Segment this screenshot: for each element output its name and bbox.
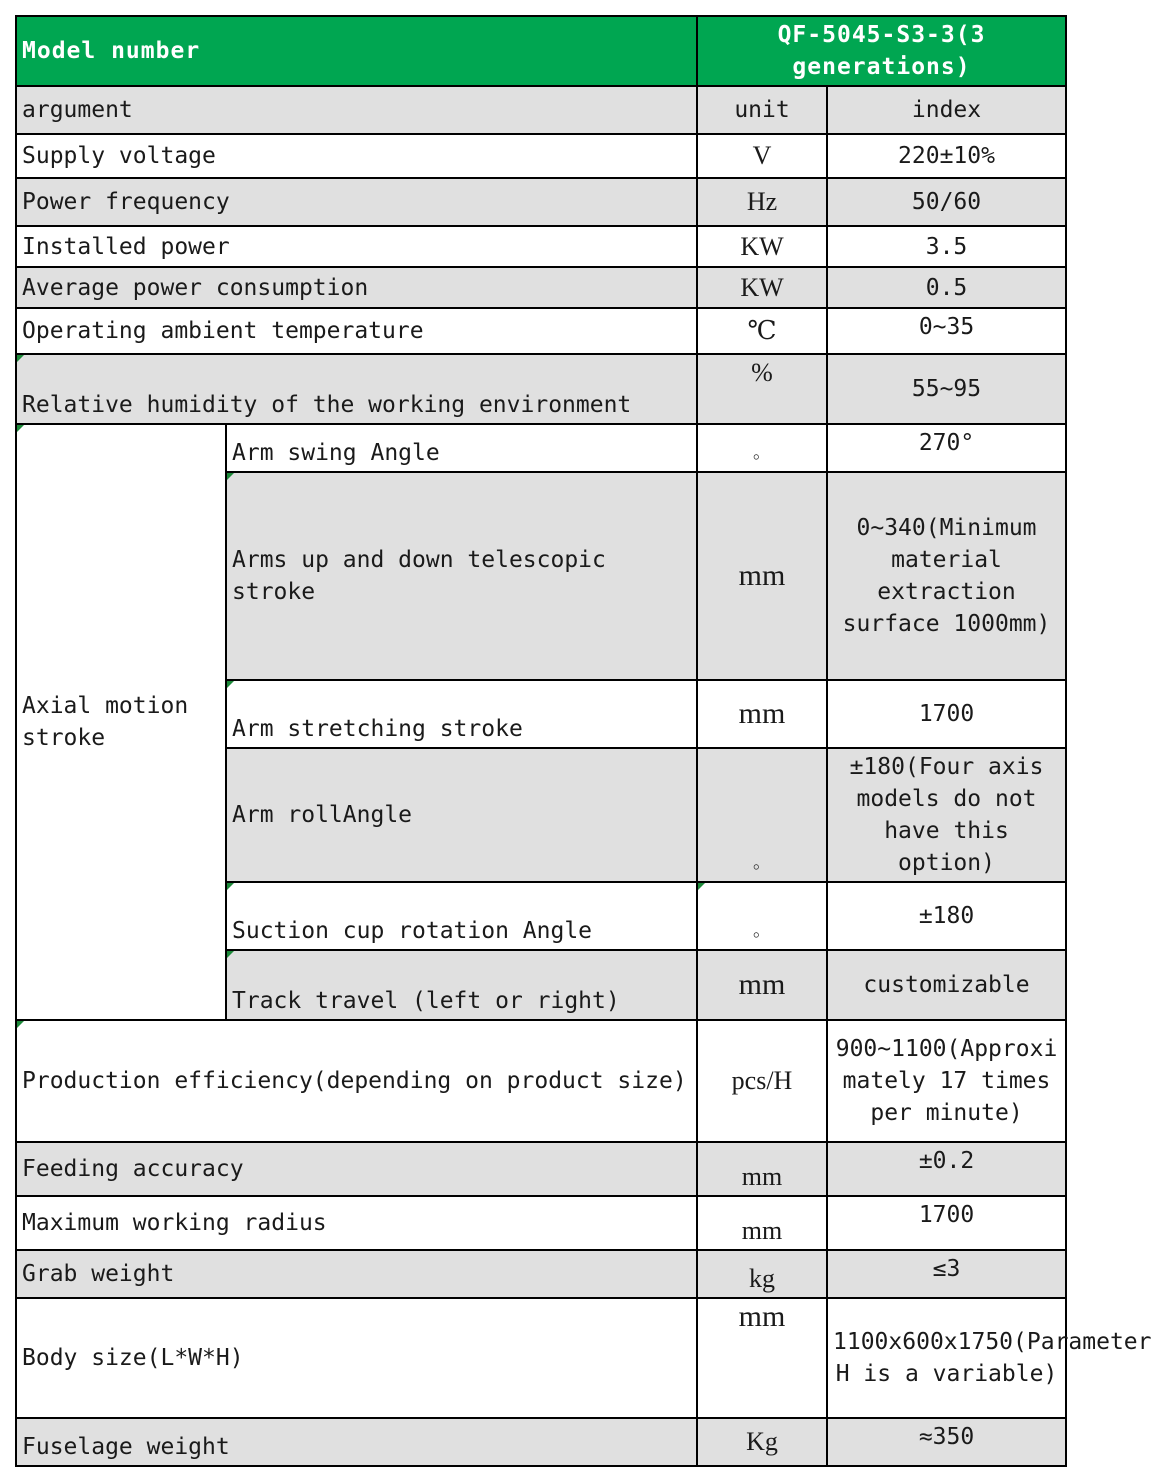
table-row: [16, 226, 1066, 267]
col-index: index: [827, 86, 1066, 134]
row-index: 0~35: [827, 308, 1066, 354]
row-label: Body size(L*W*H): [16, 1298, 697, 1418]
row-label: Suction cup rotation Angle: [226, 882, 697, 950]
row-label: Average power consumption: [16, 267, 697, 308]
row-unit: [697, 882, 827, 950]
row-label: Supply voltage: [16, 134, 697, 178]
col-unit: unit: [697, 86, 827, 134]
row-unit: mm: [697, 1196, 827, 1250]
header-label: Model number: [16, 16, 697, 86]
row-index: 900~1100(Approximately 17 times per minute): [827, 1020, 1066, 1142]
row-unit: ℃: [697, 308, 827, 354]
header-row: [16, 16, 1066, 86]
row-unit: KW: [697, 267, 827, 308]
row-unit: [697, 748, 827, 882]
table-row: [16, 1298, 1066, 1418]
table-row: [16, 354, 1066, 424]
row-label: Arm stretching stroke: [226, 680, 697, 748]
row-index: 3.5: [827, 226, 1066, 267]
row-label: Operating ambient temperature: [16, 308, 697, 354]
table-row: [16, 1020, 1066, 1142]
row-index: 220±10%: [827, 134, 1066, 178]
row-label: Feeding accuracy: [16, 1142, 697, 1196]
row-index: ±180(Four axis models do not have this option): [827, 748, 1066, 882]
header-model: QF-5045-S3-3(3 generations): [697, 16, 1066, 86]
row-index: ±180: [827, 882, 1066, 950]
row-index: customizable: [827, 950, 1066, 1020]
degree-mark: 。: [753, 852, 772, 873]
row-index: 0~340(Minimum material extraction surface 1000mm): [827, 472, 1066, 680]
row-unit: Kg: [697, 1418, 827, 1466]
row-label: Track travel (left or right): [226, 950, 697, 1020]
row-unit: mm: [697, 1298, 827, 1418]
table-row: [16, 134, 1066, 178]
table-row: [16, 1418, 1066, 1466]
row-index: 1700: [827, 1196, 1066, 1250]
row-unit: kg: [697, 1250, 827, 1298]
row-label: Arm swing Angle: [226, 424, 697, 472]
table-row: [16, 1142, 1066, 1196]
row-index: 270°: [827, 424, 1066, 472]
row-unit: mm: [697, 950, 827, 1020]
row-index: ±0.2: [827, 1142, 1066, 1196]
row-unit: %: [697, 354, 827, 424]
row-index: 50/60: [827, 178, 1066, 226]
row-unit: mm: [697, 680, 827, 748]
degree-mark: 。: [753, 920, 772, 941]
table-row: [16, 178, 1066, 226]
row-index: 1100x600x1750(Parameter H is a variable): [827, 1298, 1066, 1418]
table-row: [16, 1250, 1066, 1298]
table-row: [16, 424, 1066, 472]
row-unit: Hz: [697, 178, 827, 226]
row-unit: mm: [697, 472, 827, 680]
column-header-row: [16, 86, 1066, 134]
col-argument: argument: [16, 86, 697, 134]
row-index: ≈350: [827, 1418, 1066, 1466]
row-index: 55~95: [827, 354, 1066, 424]
row-label: Relative humidity of the working environment: [16, 354, 697, 424]
row-index: ≤3: [827, 1250, 1066, 1298]
row-index: 1700: [827, 680, 1066, 748]
row-unit: [697, 424, 827, 472]
row-label: Installed power: [16, 226, 697, 267]
row-label: Grab weight: [16, 1250, 697, 1298]
table-row: [16, 267, 1066, 308]
row-label: Arm rollAngle: [226, 748, 697, 882]
row-label: Maximum working radius: [16, 1196, 697, 1250]
row-label: Production efficiency(depending on product size): [16, 1020, 697, 1142]
row-unit: mm: [697, 1142, 827, 1196]
table-row: [16, 308, 1066, 354]
table-row: [16, 1196, 1066, 1250]
spec-table: [15, 15, 1152, 1467]
row-unit: pcs/H: [697, 1020, 827, 1142]
row-label: Power frequency: [16, 178, 697, 226]
row-index: 0.5: [827, 267, 1066, 308]
row-label: Fuselage weight: [16, 1418, 697, 1466]
axial-group-label: Axial motion stroke: [16, 424, 226, 1020]
row-unit: KW: [697, 226, 827, 267]
row-label: Arms up and down telescopic stroke: [226, 472, 697, 680]
row-unit: V: [697, 134, 827, 178]
degree-mark: 。: [753, 442, 772, 463]
